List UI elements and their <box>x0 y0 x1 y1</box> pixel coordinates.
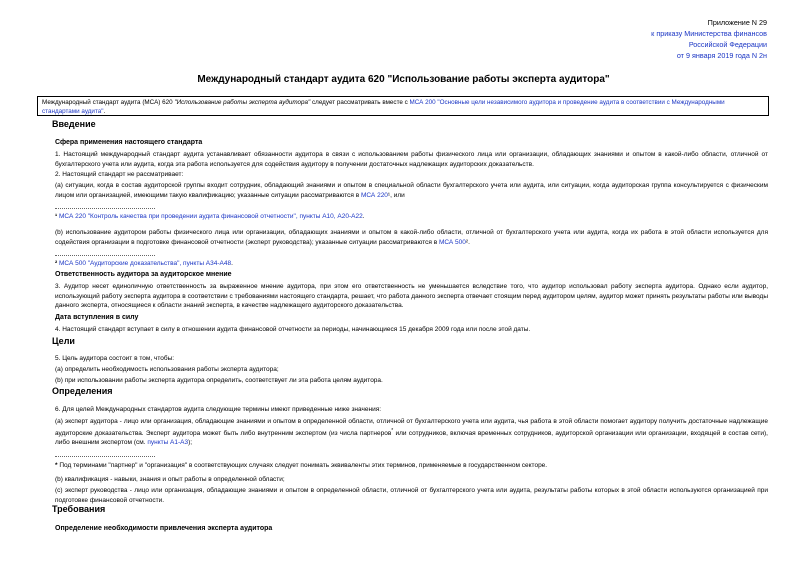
isa-500-link[interactable]: МСА 500 <box>438 238 466 246</box>
paragraph-5a: (a) определить необходимость использования работы эксперта аудитора; <box>55 366 279 373</box>
paragraph-6c: (c) эксперт руководства - лицо или организация, обладающие знаниями и опытом в определенной области, отличной от бухгалтерского учета или аудита, результаты работы которых в этой области используются организацией при подготовке финансовой отчетности. <box>55 487 768 504</box>
paragraph-2b <box>55 228 768 247</box>
note-end: . <box>103 108 106 115</box>
footnote-divider <box>55 456 155 457</box>
heading-effective-date: Дата вступления в силу <box>55 314 139 321</box>
footnote-divider <box>55 208 155 209</box>
ministry-link[interactable]: Российской Федерации <box>688 40 767 49</box>
isa-220-link[interactable]: МСА 220 <box>360 191 388 199</box>
footnote-mark: ² <box>55 260 58 267</box>
note-title: "Использование работы эксперта аудитора" <box>174 99 311 106</box>
footnote-ref[interactable]: * <box>391 427 394 434</box>
points-a1-a3-link[interactable]: пункты А1-А3 <box>147 439 189 447</box>
footnote-2-link[interactable]: МСА 500 "Аудиторские доказательства", пункты А34-А48 <box>58 260 232 267</box>
paragraph-2a <box>55 181 768 200</box>
paragraph-2: 2. Настоящий стандарт не рассматривает: <box>55 171 184 178</box>
footnote-2 <box>55 259 233 269</box>
paragraph-6a-text: (a) эксперт аудитора - лицо или организация, обладающие знаниями и опытом в определенной области, отличной от бухгалтерского учета или аудита, чья работа в этой области помогает аудитору получить достаточные надлежащие аудиторские доказательства. Эксперт аудитора может быть либо внутренним экспертом (из числа партнеров <box>55 418 768 437</box>
paragraph-5b: (b) при использовании работы эксперта аудитора определить, соответствует ли эта работа целям аудитора. <box>55 377 383 384</box>
footnote-2-end: . <box>231 260 233 267</box>
order-date-link[interactable]: от 9 января 2019 года N 2н <box>676 51 767 60</box>
heading-intro: Введение <box>52 119 96 129</box>
footnote-mark: ¹ <box>55 213 58 220</box>
footnote-mark: * <box>55 462 58 469</box>
footnote-3 <box>55 461 547 471</box>
paragraph-6b: (b) квалификация - навыки, знания и опыт работы в определенной области; <box>55 476 285 483</box>
isa-200-link[interactable]: МСА 200 "Основные цели независимого аудитора и проведение аудита в соответствии с Международными стандартами аудита" <box>42 99 725 115</box>
footnote-1-link[interactable]: МСА 220 "Контроль качества при проведении аудита финансовой отчетности", пункты А10, А20-А22 <box>58 213 363 220</box>
paragraph-3: 3. Аудитор несет единоличную ответственность за выраженное мнение аудитора, при этом его ответственность не уменьшается вследствие того, что аудитор использовал работу эксперта аудитора. Однако если аудитор, использующий работу эксперта аудитора в соответствии с требованиями настоящего стандарта, решает, что работа данного эксперта отвечает стоящим перед аудитором целям, аудитор может принять результаты работы или выводы данного эксперта, относящиеся к области знаний эксперта, в качестве надлежащего аудиторского доказательства. <box>55 283 768 309</box>
paragraph-6: 6. Для целей Международных стандартов аудита следующие термины имеют приведенные ниже значения: <box>55 406 382 413</box>
note-box <box>37 96 769 116</box>
paragraph-2b-end: ². <box>465 238 470 246</box>
paragraph-1: 1. Настоящий международный стандарт аудита устанавливает обязанности аудитора в связи с использованием работы физического лица или организации, обладающих знаниями и опытом в какой-либо области, отличной от бухгалтерского учета или аудита, когда эта работа используется для содействия аудитору в получении достаточных надлежащих аудиторских доказательств. <box>55 151 768 168</box>
footnote-1-end: . <box>362 213 365 220</box>
appendix-header <box>651 17 767 61</box>
footnote-1 <box>55 212 365 222</box>
paragraph-2a-end: ¹, или <box>387 191 405 199</box>
note-text-2: следует рассматривать вместе с <box>310 99 410 106</box>
paragraph-6a-end: ); <box>188 439 193 447</box>
heading-requirements: Требования <box>52 504 106 514</box>
paragraph-2a-text: (a) ситуации, когда в состав аудиторской группы входит сотрудник, обладающий знаниями и опытом в специальной области бухгалтерского учета или аудита, или ситуации, когда аудиторская группа консультируется с физическим лицом или организацией, имеющими такую квалификацию; указанные ситуации рассматриваются в <box>55 182 768 199</box>
paragraph-5: 5. Цель аудитора состоит в том, чтобы: <box>55 355 175 362</box>
footnote-divider <box>55 255 155 256</box>
paragraph-4: 4. Настоящий стандарт вступает в силу в отношении аудита финансовой отчетности за периоды, начинающиеся 15 декабря 2009 года или после этой даты. <box>55 326 531 333</box>
document-title: Международный стандарт аудита 620 "Использование работы эксперта аудитора" <box>197 74 610 85</box>
note-text: Международный стандарт аудита (МСА) 620 <box>42 99 175 106</box>
heading-scope: Сфера применения настоящего стандарта <box>55 139 203 146</box>
heading-need-for-expert: Определение необходимости привлечения эксперта аудитора <box>55 525 273 532</box>
paragraph-6a-text-2: или сотрудников, включая временных сотрудников, аудиторской организации или организации, входящей в состав сети), либо внешним экспертом (см. <box>55 429 768 447</box>
heading-goals: Цели <box>52 336 75 346</box>
heading-responsibility: Ответственность аудитора за аудиторское мнение <box>55 271 232 278</box>
paragraph-2b-text: (b) использование аудитором работы физического лица или организации, обладающих знаниями и опытом в какой-либо области, отличной от бухгалтерского учета или аудита, когда их работа в этой области используется для содействия организации в подготовке финансовой отчетности (эксперт руководства); указанные ситуации рассматриваются в <box>55 229 768 246</box>
order-link[interactable]: к приказу Министерства финансов <box>651 29 767 38</box>
footnote-3-text: Под терминами "партнер" и "организация" в соответствующих случаях следует понимать эквиваленты этих терминов, применяемые в государственном секторе. <box>59 462 548 469</box>
paragraph-6a <box>55 417 768 448</box>
appendix-number: Приложение N 29 <box>707 18 767 27</box>
heading-definitions: Определения <box>52 386 113 396</box>
